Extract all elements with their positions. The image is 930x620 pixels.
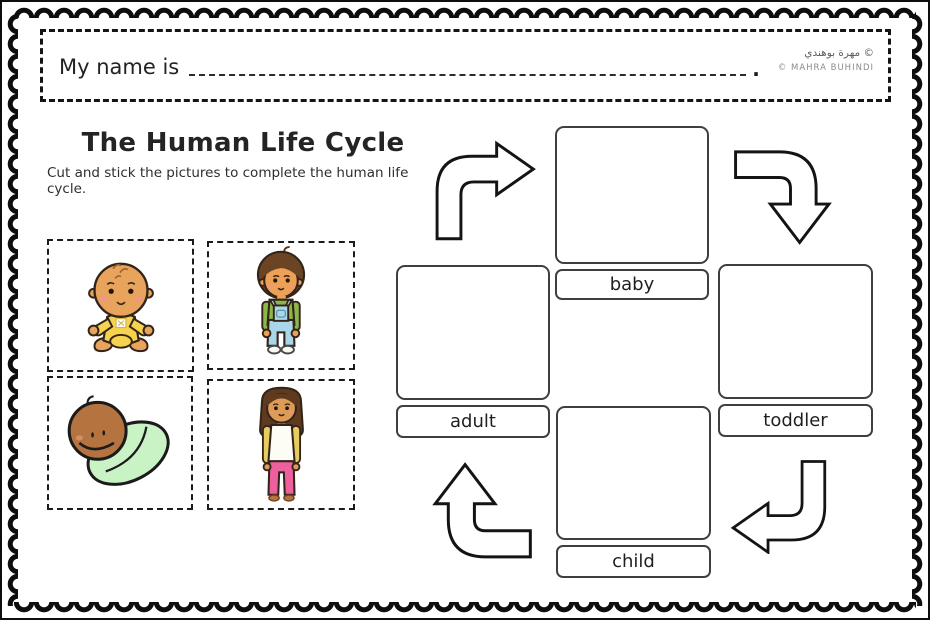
baby-sitting-picture: [67, 254, 175, 358]
toddler-shoe: [281, 346, 293, 354]
scalloped-border-bottom: [14, 602, 916, 615]
newborn-head: [69, 402, 126, 459]
arrow-adult-to-baby: [427, 139, 537, 245]
dropzone-toddler[interactable]: [718, 264, 873, 399]
piece-card-newborn[interactable]: [47, 376, 193, 510]
stage-label-child: child: [556, 545, 711, 578]
baby-onesie-bottom: [110, 334, 132, 347]
girl-hand: [263, 463, 270, 470]
toddler-shoe: [268, 346, 280, 354]
name-line-period: .: [752, 57, 760, 81]
newborn-swaddled-picture: [57, 392, 183, 494]
girl-hand: [292, 463, 299, 470]
stage-label-baby: baby: [555, 269, 709, 300]
page-title: The Human Life Cycle: [81, 128, 405, 158]
girl-cheek: [288, 410, 293, 413]
curved-arrow-down-icon: [732, 140, 838, 248]
stage-label-adult: adult: [396, 405, 550, 438]
name-banner: [40, 29, 891, 102]
toddler-boy-picture: [233, 246, 329, 365]
stage-label-toddler: toddler: [718, 404, 873, 437]
girl-pants: [268, 461, 294, 494]
baby-eye: [128, 288, 133, 293]
girl-foot: [283, 495, 293, 501]
curved-arrow-right-icon: [427, 139, 537, 245]
newborn-eye: [91, 432, 94, 437]
arrow-toddler-to-child: [726, 458, 838, 554]
girl-eye: [274, 406, 278, 410]
title-block: [44, 128, 442, 197]
girl-cheek: [269, 410, 274, 413]
girl-foot: [268, 495, 278, 501]
toddler-cheek: [268, 285, 274, 289]
baby-hand: [143, 325, 153, 335]
toddler-pants: [268, 320, 295, 346]
piece-card-child[interactable]: [207, 379, 355, 510]
scalloped-border-right: [912, 14, 925, 606]
piece-card-toddler[interactable]: [207, 241, 355, 370]
author-credit: [778, 46, 874, 75]
name-write-line[interactable]: [189, 74, 746, 76]
name-label: My name is: [59, 55, 180, 79]
author-credit-arabic: © مهرة بوهندي: [804, 47, 874, 60]
baby-cheek: [134, 296, 142, 302]
dropzone-adult[interactable]: [396, 265, 550, 400]
toddler-hand: [292, 329, 300, 337]
piece-card-baby[interactable]: [47, 239, 194, 372]
girl-eye: [285, 406, 289, 410]
toddler-eye: [286, 278, 290, 282]
author-credit-latin: © MAHRA BUHINDI: [777, 63, 874, 73]
arrow-child-to-adult: [425, 459, 535, 569]
curved-arrow-left-icon: [726, 458, 838, 554]
newborn-eye: [102, 430, 105, 435]
curved-arrow-up-icon: [425, 459, 535, 569]
baby-eye: [108, 288, 113, 293]
scalloped-border-left: [5, 14, 18, 606]
child-girl-picture: [235, 383, 328, 506]
scalloped-border-top: [14, 5, 916, 18]
toddler-bib: [274, 306, 288, 321]
toddler-cheek: [290, 285, 296, 289]
instructions-text: Cut and stick the pictures to complete the human life cycle.: [47, 165, 409, 197]
toddler-hand: [263, 329, 271, 337]
dropzone-child[interactable]: [556, 406, 711, 540]
baby-hand: [88, 325, 98, 335]
toddler-eye: [273, 278, 277, 282]
girl-shirt: [268, 425, 294, 461]
arrow-baby-to-toddler: [732, 140, 838, 248]
newborn-cheek: [76, 435, 83, 440]
dropzone-baby[interactable]: [555, 126, 709, 264]
baby-cheek: [99, 296, 107, 302]
